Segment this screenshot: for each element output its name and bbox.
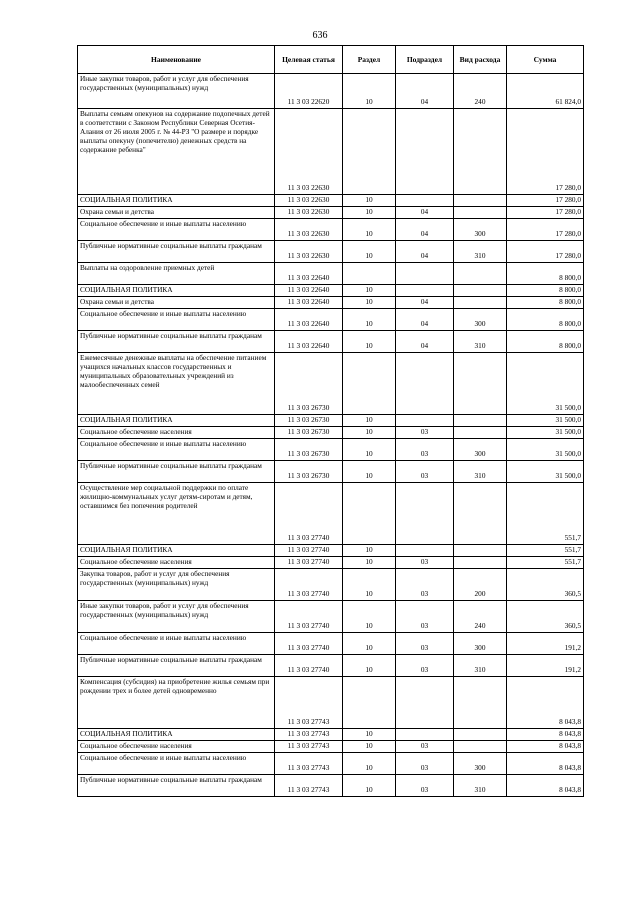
- cell-name: Иные закупки товаров, работ и услуг для обеспечения государственных (муниципальных) нужд: [78, 74, 275, 109]
- cell-kind: [454, 557, 507, 569]
- cell-section: 10: [343, 195, 396, 207]
- cell-amount: 31 500,0: [507, 415, 584, 427]
- table-row: [78, 331, 584, 353]
- cell-amount: 8 043,8: [507, 677, 584, 729]
- cell-kind: 300: [454, 219, 507, 241]
- cell-subsection: 03: [396, 557, 454, 569]
- cell-amount: 31 500,0: [507, 439, 584, 461]
- cell-subsection: [396, 353, 454, 415]
- table-header: [78, 46, 584, 74]
- cell-amount: 8 800,0: [507, 263, 584, 285]
- table-row: [78, 729, 584, 741]
- cell-amount: 360,5: [507, 569, 584, 601]
- cell-subsection: 03: [396, 775, 454, 797]
- cell-kind: 200: [454, 569, 507, 601]
- cell-section: 10: [343, 633, 396, 655]
- cell-code: 11 3 03 22640: [275, 285, 343, 297]
- table-row: [78, 219, 584, 241]
- cell-amount: 8 043,8: [507, 741, 584, 753]
- cell-code: 11 3 03 27743: [275, 741, 343, 753]
- cell-code: 11 3 03 22630: [275, 207, 343, 219]
- cell-kind: [454, 285, 507, 297]
- cell-code: 11 3 03 27740: [275, 483, 343, 545]
- cell-subsection: 04: [396, 207, 454, 219]
- table-row: [78, 655, 584, 677]
- cell-name: Охрана семьи и детства: [78, 207, 275, 219]
- cell-amount: 17 280,0: [507, 241, 584, 263]
- cell-code: 11 3 03 26730: [275, 427, 343, 439]
- cell-code: 11 3 03 27743: [275, 677, 343, 729]
- cell-kind: [454, 483, 507, 545]
- cell-code: 11 3 03 27740: [275, 545, 343, 557]
- cell-section: 10: [343, 753, 396, 775]
- table-row: [78, 353, 584, 415]
- cell-amount: 8 800,0: [507, 331, 584, 353]
- cell-amount: 360,5: [507, 601, 584, 633]
- cell-subsection: 03: [396, 601, 454, 633]
- table-row: [78, 483, 584, 545]
- cell-kind: 300: [454, 309, 507, 331]
- cell-kind: [454, 545, 507, 557]
- cell-kind: [454, 415, 507, 427]
- cell-subsection: [396, 109, 454, 195]
- cell-section: 10: [343, 297, 396, 309]
- table-row: [78, 109, 584, 195]
- cell-subsection: 03: [396, 569, 454, 601]
- cell-name: Выплаты семьям опекунов на содержание подопечных детей в соответствии с Законом Республики Северная Осетия-Алания от 26 июля 2005 г. № 44-РЗ "О размере и порядке выплаты опекуну (попечителю) денежных средств на содержание ребенка": [78, 109, 275, 195]
- table-row: [78, 241, 584, 263]
- table-row: [78, 74, 584, 109]
- cell-kind: [454, 195, 507, 207]
- cell-section: 10: [343, 241, 396, 263]
- cell-subsection: 03: [396, 461, 454, 483]
- cell-name: Публичные нормативные социальные выплаты гражданам: [78, 775, 275, 797]
- table-row: [78, 207, 584, 219]
- cell-kind: 310: [454, 331, 507, 353]
- cell-kind: 240: [454, 74, 507, 109]
- cell-section: 10: [343, 219, 396, 241]
- cell-kind: 300: [454, 633, 507, 655]
- cell-amount: 8 800,0: [507, 309, 584, 331]
- cell-section: 10: [343, 427, 396, 439]
- column-header-kind: Вид расхода: [454, 46, 507, 74]
- cell-name: СОЦИАЛЬНАЯ ПОЛИТИКА: [78, 729, 275, 741]
- cell-name: Иные закупки товаров, работ и услуг для обеспечения государственных (муниципальных) нужд: [78, 601, 275, 633]
- cell-section: 10: [343, 285, 396, 297]
- cell-amount: 17 280,0: [507, 207, 584, 219]
- cell-section: 10: [343, 309, 396, 331]
- cell-name: Социальное обеспечение и иные выплаты населению: [78, 633, 275, 655]
- cell-section: 10: [343, 741, 396, 753]
- column-header-amount: Сумма: [507, 46, 584, 74]
- cell-code: 11 3 03 22640: [275, 297, 343, 309]
- cell-kind: 310: [454, 775, 507, 797]
- cell-subsection: 04: [396, 297, 454, 309]
- cell-amount: 17 280,0: [507, 195, 584, 207]
- cell-code: 11 3 03 27740: [275, 633, 343, 655]
- cell-subsection: 03: [396, 633, 454, 655]
- cell-kind: 310: [454, 655, 507, 677]
- cell-amount: 551,7: [507, 483, 584, 545]
- table-row: [78, 285, 584, 297]
- cell-subsection: [396, 285, 454, 297]
- table-row: [78, 461, 584, 483]
- cell-kind: [454, 207, 507, 219]
- cell-code: 11 3 03 26730: [275, 439, 343, 461]
- table-row: [78, 415, 584, 427]
- cell-kind: [454, 427, 507, 439]
- cell-name: Осуществление мер социальной поддержки по оплате жилищно-коммунальных услуг детям-сиротам и детям, оставшимся без попечения родителей: [78, 483, 275, 545]
- cell-code: 11 3 03 27740: [275, 557, 343, 569]
- cell-kind: 310: [454, 461, 507, 483]
- cell-name: СОЦИАЛЬНАЯ ПОЛИТИКА: [78, 285, 275, 297]
- cell-code: 11 3 03 26730: [275, 415, 343, 427]
- cell-section: [343, 109, 396, 195]
- cell-name: Публичные нормативные социальные выплаты гражданам: [78, 331, 275, 353]
- cell-code: 11 3 03 27740: [275, 569, 343, 601]
- cell-kind: [454, 353, 507, 415]
- cell-section: 10: [343, 729, 396, 741]
- table-row: [78, 427, 584, 439]
- cell-amount: 8 800,0: [507, 297, 584, 309]
- cell-kind: 240: [454, 601, 507, 633]
- cell-section: 10: [343, 775, 396, 797]
- column-header-subsection: Подраздел: [396, 46, 454, 74]
- cell-name: Охрана семьи и детства: [78, 297, 275, 309]
- cell-name: Социальное обеспечение и иные выплаты населению: [78, 753, 275, 775]
- cell-section: [343, 483, 396, 545]
- cell-subsection: 04: [396, 74, 454, 109]
- cell-subsection: 04: [396, 219, 454, 241]
- cell-name: Публичные нормативные социальные выплаты гражданам: [78, 461, 275, 483]
- cell-amount: 61 824,0: [507, 74, 584, 109]
- cell-code: 11 3 03 22640: [275, 309, 343, 331]
- cell-subsection: [396, 415, 454, 427]
- cell-code: 11 3 03 27743: [275, 729, 343, 741]
- cell-amount: 8 043,8: [507, 775, 584, 797]
- cell-kind: 300: [454, 439, 507, 461]
- cell-section: [343, 353, 396, 415]
- cell-section: 10: [343, 569, 396, 601]
- cell-amount: 8 800,0: [507, 285, 584, 297]
- cell-subsection: 03: [396, 427, 454, 439]
- header-row: [78, 46, 584, 74]
- table-row: [78, 545, 584, 557]
- cell-kind: [454, 677, 507, 729]
- cell-name: Публичные нормативные социальные выплаты гражданам: [78, 655, 275, 677]
- cell-amount: 31 500,0: [507, 427, 584, 439]
- cell-amount: 31 500,0: [507, 353, 584, 415]
- cell-section: 10: [343, 331, 396, 353]
- cell-section: 10: [343, 461, 396, 483]
- cell-subsection: 03: [396, 439, 454, 461]
- budget-table: [77, 45, 584, 797]
- cell-code: 11 3 03 27740: [275, 601, 343, 633]
- cell-section: [343, 263, 396, 285]
- cell-kind: [454, 741, 507, 753]
- cell-section: 10: [343, 601, 396, 633]
- cell-kind: 300: [454, 753, 507, 775]
- table-row: [78, 195, 584, 207]
- cell-section: 10: [343, 74, 396, 109]
- cell-subsection: 04: [396, 241, 454, 263]
- cell-name: СОЦИАЛЬНАЯ ПОЛИТИКА: [78, 195, 275, 207]
- table-row: [78, 633, 584, 655]
- cell-section: 10: [343, 207, 396, 219]
- cell-section: 10: [343, 415, 396, 427]
- table-row: [78, 309, 584, 331]
- page-number: 636: [312, 30, 328, 41]
- cell-kind: [454, 109, 507, 195]
- cell-code: 11 3 03 22640: [275, 331, 343, 353]
- cell-name: Социальное обеспечение населения: [78, 557, 275, 569]
- cell-amount: 551,7: [507, 557, 584, 569]
- column-header-section: Раздел: [343, 46, 396, 74]
- cell-name: Социальное обеспечение населения: [78, 741, 275, 753]
- cell-code: 11 3 03 22630: [275, 195, 343, 207]
- cell-subsection: [396, 729, 454, 741]
- table-row: [78, 263, 584, 285]
- table-row: [78, 439, 584, 461]
- cell-code: 11 3 03 26730: [275, 353, 343, 415]
- cell-code: 11 3 03 22620: [275, 74, 343, 109]
- cell-subsection: 03: [396, 655, 454, 677]
- table-row: [78, 753, 584, 775]
- cell-kind: 310: [454, 241, 507, 263]
- cell-code: 11 3 03 27743: [275, 775, 343, 797]
- cell-subsection: [396, 195, 454, 207]
- cell-subsection: [396, 677, 454, 729]
- cell-amount: 31 500,0: [507, 461, 584, 483]
- cell-amount: 191,2: [507, 655, 584, 677]
- cell-amount: 17 280,0: [507, 219, 584, 241]
- cell-subsection: 04: [396, 331, 454, 353]
- cell-code: 11 3 03 27743: [275, 753, 343, 775]
- cell-code: 11 3 03 22630: [275, 219, 343, 241]
- table-row: [78, 569, 584, 601]
- cell-section: [343, 677, 396, 729]
- column-header-name: Наименование: [78, 46, 275, 74]
- cell-amount: 551,7: [507, 545, 584, 557]
- cell-section: 10: [343, 557, 396, 569]
- table-row: [78, 775, 584, 797]
- table-row: [78, 741, 584, 753]
- cell-subsection: 03: [396, 741, 454, 753]
- table-row: [78, 557, 584, 569]
- cell-kind: [454, 263, 507, 285]
- cell-name: Социальное обеспечение и иные выплаты населению: [78, 439, 275, 461]
- cell-name: Социальное обеспечение и иные выплаты населению: [78, 309, 275, 331]
- cell-amount: 191,2: [507, 633, 584, 655]
- cell-subsection: [396, 545, 454, 557]
- column-header-target: Целевая статья: [275, 46, 343, 74]
- cell-code: 11 3 03 22630: [275, 109, 343, 195]
- cell-name: Социальное обеспечение и иные выплаты населению: [78, 219, 275, 241]
- cell-subsection: 03: [396, 753, 454, 775]
- cell-kind: [454, 297, 507, 309]
- cell-amount: 8 043,8: [507, 753, 584, 775]
- cell-name: Социальное обеспечение населения: [78, 427, 275, 439]
- cell-section: 10: [343, 439, 396, 461]
- cell-code: 11 3 03 26730: [275, 461, 343, 483]
- cell-code: 11 3 03 22630: [275, 241, 343, 263]
- cell-code: 11 3 03 27740: [275, 655, 343, 677]
- table-row: [78, 677, 584, 729]
- table-row: [78, 297, 584, 309]
- cell-amount: 17 280,0: [507, 109, 584, 195]
- cell-name: Выплаты на оздоровление приемных детей: [78, 263, 275, 285]
- cell-amount: 8 043,8: [507, 729, 584, 741]
- cell-section: 10: [343, 655, 396, 677]
- cell-code: 11 3 03 22640: [275, 263, 343, 285]
- cell-kind: [454, 729, 507, 741]
- cell-subsection: 04: [396, 309, 454, 331]
- table-body: [78, 74, 584, 797]
- cell-name: Закупка товаров, работ и услуг для обеспечения государственных (муниципальных) нужд: [78, 569, 275, 601]
- table-row: [78, 601, 584, 633]
- cell-name: Публичные нормативные социальные выплаты гражданам: [78, 241, 275, 263]
- cell-name: Компенсация (субсидия) на приобретение жилья семьям при рождении трех и более детей одновременно: [78, 677, 275, 729]
- cell-subsection: [396, 263, 454, 285]
- cell-section: 10: [343, 545, 396, 557]
- cell-name: СОЦИАЛЬНАЯ ПОЛИТИКА: [78, 415, 275, 427]
- cell-name: Ежемесячные денежные выплаты на обеспечение питанием учащихся начальных классов государственных и муниципальных образовательных учреждений из малообеспеченных семей: [78, 353, 275, 415]
- cell-name: СОЦИАЛЬНАЯ ПОЛИТИКА: [78, 545, 275, 557]
- cell-subsection: [396, 483, 454, 545]
